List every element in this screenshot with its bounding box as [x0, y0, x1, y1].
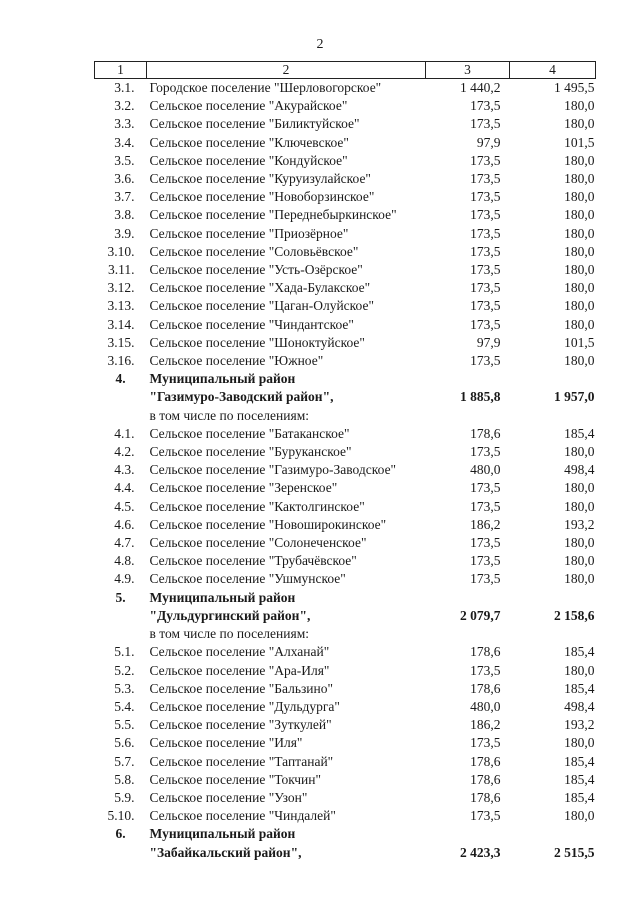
district-row	[95, 388, 596, 406]
row-value-4-cell: 1 495,5	[554, 80, 595, 95]
row-value-4-cell: 180,0	[564, 280, 595, 296]
row-value-3-cell: 173,5	[470, 98, 501, 114]
row-number-cell: 4.2.	[114, 444, 135, 460]
row-value-4-cell: 185,4	[564, 771, 595, 787]
district-row	[95, 607, 596, 625]
row-number-cell: 3.11.	[108, 262, 135, 278]
row-value-3-cell: 178,6	[470, 753, 501, 769]
row-number-cell: 3.12.	[107, 280, 135, 296]
row-name-cell: Муниципальный район	[149, 589, 296, 605]
row-value-4-cell: 180,0	[564, 498, 595, 514]
row-value-4-cell: 180,0	[564, 662, 595, 678]
row-value-4-cell: 180,0	[564, 225, 595, 241]
row-number-cell: 5.10.	[107, 808, 135, 824]
row-name-cell: Сельское поселение "Чиндалей"	[149, 808, 336, 824]
table-row	[95, 461, 596, 479]
row-name-cell: Сельское поселение "Приозёрное"	[149, 225, 349, 241]
row-name-cell: Сельское поселение "Куруизулайское"	[149, 171, 371, 187]
row-name-cell: Сельское поселение "Буруканское"	[149, 444, 352, 460]
row-value-3-cell: 173,5	[470, 116, 501, 132]
table-row	[95, 352, 596, 370]
subheading-row	[95, 625, 596, 643]
row-name-cell: Сельское поселение "Иля"	[149, 735, 303, 751]
row-value-4-cell: 180,0	[564, 171, 595, 187]
row-number-cell: 3.15.	[107, 334, 135, 350]
row-name-cell: в том числе по поселениям:	[149, 407, 309, 423]
row-number-cell: 4.6.	[114, 516, 135, 532]
row-value-4-cell: 1 957,0	[554, 389, 595, 405]
table-row	[95, 170, 596, 188]
row-number-cell: 5.6.	[114, 735, 135, 751]
table-row	[95, 79, 596, 98]
table-row	[95, 680, 596, 698]
row-number-cell: 5.8.	[114, 771, 135, 787]
column-header-value-3: 3	[426, 62, 510, 79]
row-number-cell: 5.2.	[114, 662, 135, 678]
column-header-number: 1	[95, 62, 147, 79]
row-value-3-cell: 186,2	[470, 516, 501, 532]
row-name-cell: Сельское поселение "Дульдурга"	[149, 698, 340, 714]
row-name-cell: Сельское поселение "Газимуро-Заводское"	[149, 462, 397, 478]
table-row	[95, 643, 596, 661]
row-value-4-cell	[510, 625, 596, 643]
row-name-cell: в том числе по поселениям:	[149, 626, 309, 642]
column-header-name: 2	[147, 62, 426, 79]
row-number-cell: 6.	[115, 826, 126, 842]
row-value-3-cell	[426, 589, 510, 607]
row-value-4-cell: 101,5	[564, 334, 595, 350]
row-number-cell: 5.4.	[114, 698, 135, 714]
district-row	[95, 825, 596, 843]
table-row	[95, 734, 596, 752]
table-row	[95, 134, 596, 152]
row-number-cell: 4.9.	[114, 571, 135, 587]
row-name-cell: Сельское поселение "Усть-Озёрское"	[149, 262, 363, 278]
row-number-cell: 5.	[115, 589, 126, 605]
row-value-4-cell: 180,0	[564, 808, 595, 824]
table-row	[95, 570, 596, 588]
page-number: 2	[316, 37, 324, 52]
row-name-cell: Сельское поселение "Солонеченское"	[149, 535, 367, 551]
row-number-cell: 4.1.	[114, 425, 135, 441]
subheading-row	[95, 407, 596, 425]
column-header-value-4: 4	[510, 62, 596, 79]
table-row	[95, 534, 596, 552]
row-number-cell: 4.3.	[114, 462, 135, 478]
table-row	[95, 97, 596, 115]
row-value-4-cell: 185,4	[564, 425, 595, 441]
row-value-3-cell: 178,6	[470, 680, 501, 696]
row-value-3-cell: 173,5	[470, 353, 501, 369]
row-name-cell: Сельское поселение "Биликтуйское"	[149, 116, 360, 132]
table-row	[95, 662, 596, 680]
row-number-cell: 3.13.	[107, 298, 135, 314]
row-name-cell: Сельское поселение "Алханай"	[149, 644, 330, 660]
row-name-cell: Сельское поселение "Цаган-Олуйское"	[149, 298, 374, 314]
row-value-3-cell: 2 423,3	[460, 844, 501, 860]
row-number-cell	[95, 407, 147, 425]
row-name-cell: Сельское поселение "Шоноктуйское"	[149, 334, 365, 350]
row-number-cell: 5.9.	[114, 789, 135, 805]
row-value-4-cell: 180,0	[564, 189, 595, 205]
table-row	[95, 334, 596, 352]
row-value-3-cell: 173,5	[470, 316, 501, 332]
row-value-4-cell: 180,0	[564, 535, 595, 551]
row-value-3-cell: 173,5	[470, 171, 501, 187]
row-value-4-cell	[510, 407, 596, 425]
row-number-cell: 4.5.	[114, 498, 135, 514]
row-value-3-cell	[426, 407, 510, 425]
row-number-cell	[95, 607, 147, 625]
row-value-3-cell	[426, 825, 510, 843]
row-number-cell: 3.3.	[114, 116, 135, 132]
row-value-4-cell: 180,0	[564, 262, 595, 278]
row-value-3-cell: 173,5	[470, 152, 501, 168]
table-row	[95, 243, 596, 261]
row-value-4-cell: 180,0	[564, 98, 595, 114]
table-row	[95, 297, 596, 315]
district-row	[95, 589, 596, 607]
row-name-cell: Сельское поселение "Кондуйское"	[149, 152, 348, 168]
row-value-4-cell: 180,0	[564, 316, 595, 332]
table-row	[95, 516, 596, 534]
row-value-3-cell: 178,6	[470, 644, 501, 660]
row-name-cell: Сельское поселение "Ара-Иля"	[149, 662, 330, 678]
row-value-3-cell: 178,6	[470, 425, 501, 441]
table-row	[95, 807, 596, 825]
row-value-4-cell: 180,0	[564, 444, 595, 460]
row-number-cell: 3.14.	[107, 316, 135, 332]
row-value-3-cell	[426, 625, 510, 643]
row-value-3-cell: 173,5	[470, 225, 501, 241]
table-row	[95, 753, 596, 771]
row-value-4-cell: 180,0	[564, 116, 595, 132]
row-name-cell: "Забайкальский район",	[149, 844, 302, 860]
row-number-cell: 5.5.	[114, 717, 135, 733]
row-number-cell	[95, 844, 147, 862]
row-name-cell: Сельское поселение "Кактолгинское"	[149, 498, 365, 514]
row-value-3-cell: 173,5	[470, 735, 501, 751]
row-value-3-cell	[426, 370, 510, 388]
row-value-4-cell: 180,0	[564, 571, 595, 587]
allocation-table	[94, 61, 596, 862]
table-body	[95, 79, 596, 862]
row-value-3-cell: 186,2	[470, 717, 501, 733]
row-number-cell: 3.5.	[114, 152, 135, 168]
row-value-3-cell: 173,5	[470, 535, 501, 551]
row-value-4-cell: 180,0	[564, 243, 595, 259]
row-name-cell: "Дульдургинский район",	[149, 607, 311, 623]
row-value-3-cell: 480,0	[470, 698, 501, 714]
row-value-4-cell: 2 158,6	[554, 607, 595, 623]
row-name-cell: Сельское поселение "Токчин"	[149, 771, 321, 787]
row-value-4-cell	[510, 370, 596, 388]
table-row	[95, 279, 596, 297]
row-number-cell: 5.3.	[114, 680, 135, 696]
row-number-cell	[95, 388, 147, 406]
row-value-4-cell: 101,5	[564, 134, 595, 150]
table-row	[95, 188, 596, 206]
row-name-cell: Сельское поселение "Новоширокинское"	[149, 516, 387, 532]
row-value-4-cell: 180,0	[564, 207, 595, 223]
row-name-cell: Сельское поселение "Узон"	[149, 789, 308, 805]
row-value-4-cell: 180,0	[564, 480, 595, 496]
row-value-4-cell: 180,0	[564, 152, 595, 168]
table-row	[95, 698, 596, 716]
row-name-cell: Сельское поселение "Ключевское"	[149, 134, 349, 150]
row-name-cell: Городское поселение "Шерловогорское"	[149, 80, 382, 95]
row-value-3-cell: 173,5	[470, 189, 501, 205]
table-row	[95, 498, 596, 516]
row-value-3-cell: 178,6	[470, 789, 501, 805]
row-value-4-cell: 185,4	[564, 789, 595, 805]
row-name-cell: Сельское поселение "Соловьёвское"	[149, 243, 359, 259]
row-name-cell: Сельское поселение "Хада-Булакское"	[149, 280, 371, 296]
row-value-4-cell: 2 515,5	[554, 844, 595, 860]
row-value-4-cell: 185,4	[564, 680, 595, 696]
row-value-4-cell: 180,0	[564, 353, 595, 369]
row-number-cell: 4.7.	[114, 535, 135, 551]
row-number-cell: 3.2.	[114, 98, 135, 114]
row-number-cell: 5.7.	[114, 753, 135, 769]
row-value-3-cell: 173,5	[470, 207, 501, 223]
row-value-3-cell: 1 440,2	[460, 80, 501, 95]
row-number-cell: 3.10.	[107, 243, 135, 259]
row-value-3-cell: 178,6	[470, 771, 501, 787]
row-value-3-cell: 1 885,8	[460, 389, 501, 405]
table-row	[95, 552, 596, 570]
row-number-cell: 3.1.	[114, 80, 135, 95]
row-value-3-cell: 97,9	[476, 334, 501, 350]
table-row	[95, 716, 596, 734]
row-name-cell: Сельское поселение "Таптанай"	[149, 753, 334, 769]
row-name-cell: Сельское поселение "Переднебыркинское"	[149, 207, 397, 223]
row-value-3-cell: 173,5	[470, 662, 501, 678]
row-value-4-cell: 185,4	[564, 753, 595, 769]
row-value-4-cell: 193,2	[564, 516, 595, 532]
row-value-4-cell	[510, 825, 596, 843]
row-number-cell	[95, 625, 147, 643]
row-value-4-cell: 180,0	[564, 735, 595, 751]
table-row	[95, 206, 596, 224]
table-row	[95, 771, 596, 789]
row-number-cell: 3.8.	[114, 207, 135, 223]
row-name-cell: Сельское поселение "Новоборзинское"	[149, 189, 375, 205]
row-name-cell: Сельское поселение "Зуткулей"	[149, 717, 332, 733]
row-value-4-cell: 180,0	[564, 553, 595, 569]
row-value-4-cell	[510, 589, 596, 607]
row-name-cell: Сельское поселение "Акурайское"	[149, 98, 348, 114]
row-value-3-cell: 173,5	[470, 298, 501, 314]
row-name-cell: Сельское поселение "Бальзино"	[149, 680, 334, 696]
row-value-3-cell: 173,5	[470, 480, 501, 496]
row-value-4-cell: 498,4	[564, 462, 595, 478]
row-value-4-cell: 180,0	[564, 298, 595, 314]
row-number-cell: 3.7.	[114, 189, 135, 205]
row-value-3-cell: 173,5	[470, 571, 501, 587]
row-name-cell: Сельское поселение "Южное"	[149, 353, 324, 369]
row-number-cell: 3.9.	[114, 225, 135, 241]
row-name-cell: Муниципальный район	[149, 371, 296, 387]
row-name-cell: Сельское поселение "Зеренское"	[149, 480, 338, 496]
table-row	[95, 152, 596, 170]
table-row	[95, 789, 596, 807]
row-value-3-cell: 2 079,7	[460, 607, 501, 623]
table-row	[95, 261, 596, 279]
row-value-3-cell: 173,5	[470, 808, 501, 824]
row-value-4-cell: 193,2	[564, 717, 595, 733]
table-row	[95, 479, 596, 497]
row-value-3-cell: 480,0	[470, 462, 501, 478]
row-value-3-cell: 173,5	[470, 444, 501, 460]
row-value-3-cell: 173,5	[470, 262, 501, 278]
district-row	[95, 370, 596, 388]
row-number-cell: 4.	[115, 371, 126, 387]
row-value-3-cell: 173,5	[470, 498, 501, 514]
table-row	[95, 425, 596, 443]
row-number-cell: 3.16.	[107, 353, 135, 369]
row-name-cell: Сельское поселение "Батаканское"	[149, 425, 350, 441]
row-number-cell: 5.1.	[114, 644, 135, 660]
row-number-cell: 4.8.	[114, 553, 135, 569]
table-row	[95, 443, 596, 461]
row-number-cell: 4.4.	[114, 480, 135, 496]
row-name-cell: Сельское поселение "Ушмунское"	[149, 571, 346, 587]
column-header-row	[95, 62, 596, 79]
row-value-3-cell: 173,5	[470, 553, 501, 569]
row-value-3-cell: 173,5	[470, 280, 501, 296]
row-value-4-cell: 498,4	[564, 698, 595, 714]
table-row	[95, 225, 596, 243]
row-name-cell: Сельское поселение "Чиндантское"	[149, 316, 354, 332]
table-row	[95, 316, 596, 334]
row-name-cell: Сельское поселение "Трубачёвское"	[149, 553, 357, 569]
row-value-4-cell: 185,4	[564, 644, 595, 660]
row-number-cell: 3.6.	[114, 171, 135, 187]
row-name-cell: "Газимуро-Заводский район",	[149, 389, 334, 405]
row-number-cell: 3.4.	[114, 134, 135, 150]
table-row	[95, 115, 596, 133]
row-name-cell: Муниципальный район	[149, 826, 296, 842]
row-value-3-cell: 97,9	[476, 134, 501, 150]
district-row	[95, 844, 596, 862]
row-value-3-cell: 173,5	[470, 243, 501, 259]
